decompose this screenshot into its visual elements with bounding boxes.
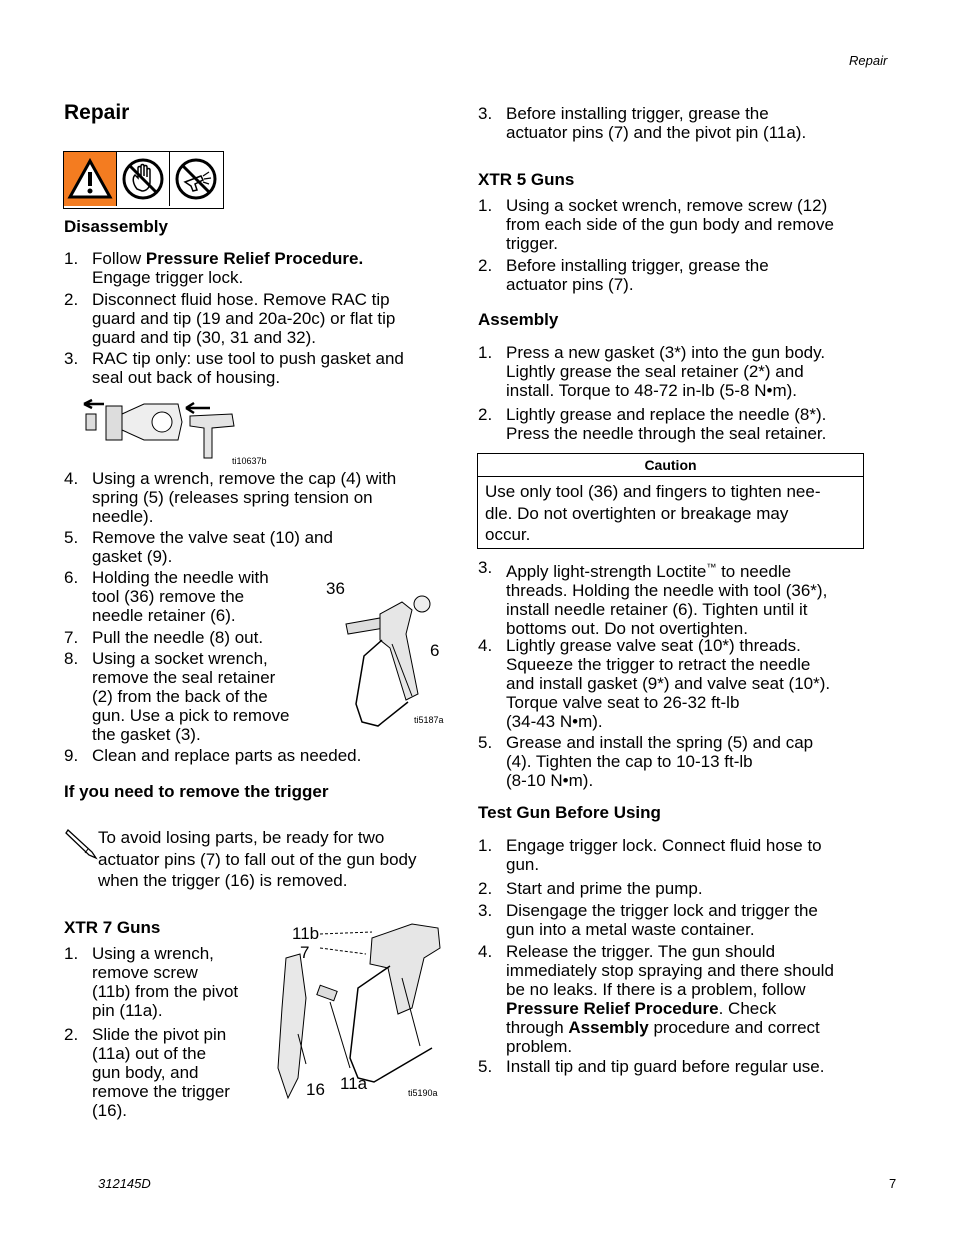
callout-11a: 11a <box>340 1074 368 1093</box>
xtr7-step-2: 2. Slide the pivot pin (11a) out of the gun body, and remove the trigger (16). <box>64 1025 230 1120</box>
trigger-heading: If you need to remove the trigger <box>64 782 329 801</box>
caution-box <box>477 453 864 549</box>
test-heading: Test Gun Before Using <box>478 803 661 822</box>
fig1-label: ti10637b <box>232 456 267 466</box>
no-spray-icon <box>170 152 222 206</box>
fig2-label: ti5187a <box>414 715 444 725</box>
caution-title: Caution <box>478 454 863 477</box>
callout-16: 16 <box>306 1080 325 1099</box>
gun-tool-illustration <box>322 574 452 729</box>
disassembly-step-1: 1. Follow Pressure Relief Procedure. Engage trigger lock. <box>64 249 364 287</box>
disassembly-step-6: 6. Holding the needle with tool (36) remove the needle retainer (6). <box>64 568 269 625</box>
disassembly-step-7: 7. Pull the needle (8) out. <box>64 628 264 647</box>
page-title: Repair <box>64 101 130 124</box>
test-step-2: 2. Start and prime the pump. <box>478 879 703 898</box>
disassembly-step-4: 4. Using a wrench, remove the cap (4) with spring (5) (releases spring tension on needle). <box>64 469 397 526</box>
xtr5-heading: XTR 5 Guns <box>478 170 575 189</box>
xtr7-step-3: 3. Before installing trigger, grease the actuator pins (7) and the pivot pin (11a). <box>478 104 807 142</box>
callout-7: 7 <box>300 943 310 962</box>
fig3-label: ti5190a <box>408 1088 438 1098</box>
assembly-step-3: 3. Apply light-strength Loctite™ to needle threads. Holding the needle with tool (36*), install needle retainer (6). Tighten until it bottoms out. Do not overtighten. <box>478 558 828 638</box>
figure-tip-guard <box>82 396 282 466</box>
figure-trigger-removal <box>262 918 452 1108</box>
trigger-removal-illustration <box>262 918 452 1108</box>
test-step-3: 3. Disengage the trigger lock and trigger the gun into a metal waste container. <box>478 901 818 939</box>
trigger-note: To avoid losing parts, be ready for two actuator pins (7) to fall out of the gun body when the trigger (16) is removed. <box>98 828 417 890</box>
xtr5-step-2: 2. Before installing trigger, grease the actuator pins (7). <box>478 256 769 294</box>
assembly-step-2: 2. Lightly grease and replace the needle (8*). Press the needle through the seal retainer. <box>478 405 827 443</box>
disassembly-step-2: 2. Disconnect fluid hose. Remove RAC tip guard and tip (19 and 20a-20c) or flat tip guard and tip (30, 31 and 32). <box>64 290 396 347</box>
disassembly-step-9: 9. Clean and replace parts as needed. <box>64 746 362 765</box>
xtr7-heading: XTR 7 Guns <box>64 918 161 937</box>
callout-36: 36 <box>326 579 345 598</box>
assembly-heading: Assembly <box>478 310 559 329</box>
no-hand-icon <box>117 152 170 206</box>
assembly-step-5: 5. Grease and install the spring (5) and cap (4). Tighten the cap to 10-13 ft-lb (8-10 N•m). <box>478 733 814 790</box>
page-number: 7 <box>889 1176 897 1191</box>
disassembly-heading: Disassembly <box>64 217 168 236</box>
doc-number: 312145D <box>98 1176 151 1191</box>
running-header: Repair <box>849 53 888 68</box>
xtr7-step-1: 1. Using a wrench, remove screw (11b) from the pivot pin (11a). <box>64 944 239 1020</box>
figure-gun-tool <box>322 574 452 729</box>
callout-11b: 11b <box>292 924 320 943</box>
disassembly-step-3: 3. RAC tip only: use tool to push gasket and seal out back of housing. <box>64 349 404 387</box>
caution-text: Use only tool (36) and fingers to tighten nee- dle. Do not overtighten or breakage may occur. <box>485 482 821 544</box>
test-step-4: 4. Release the trigger. The gun should immediately stop spraying and there should be no leaks. If there is a problem, follow Pressure Relief Procedure. Check through Assembly procedure and correct problem. <box>478 942 834 1056</box>
callout-6: 6 <box>430 641 440 660</box>
assembly-step-4: 4. Lightly grease valve seat (10*) threads. Squeeze the trigger to retract the needle and install gasket (9*) and valve seat (10*). Torque valve seat to 26-32 ft-lb (34-43 N•m). <box>478 636 831 731</box>
pencil-icon <box>64 826 98 865</box>
test-step-5: 5. Install tip and tip guard before regular use. <box>478 1057 825 1076</box>
test-step-1: 1. Engage trigger lock. Connect fluid hose to gun. <box>478 836 822 874</box>
tip-guard-illustration <box>82 396 282 466</box>
disassembly-step-8: 8. Using a socket wrench, remove the seal retainer (2) from the back of the gun. Use a pick to remove the gasket (3). <box>64 649 290 744</box>
warning-icons <box>63 151 224 209</box>
disassembly-step-5: 5. Remove the valve seat (10) and gasket (9). <box>64 528 333 566</box>
warning-triangle-icon <box>64 152 117 206</box>
assembly-step-1: 1. Press a new gasket (3*) into the gun body. Lightly grease the seal retainer (2*) and install. Torque to 48-72 in-lb (5-8 N•m). <box>478 343 826 400</box>
xtr5-step-1: 1. Using a socket wrench, remove screw (12) from each side of the gun body and remove trigger. <box>478 196 834 253</box>
